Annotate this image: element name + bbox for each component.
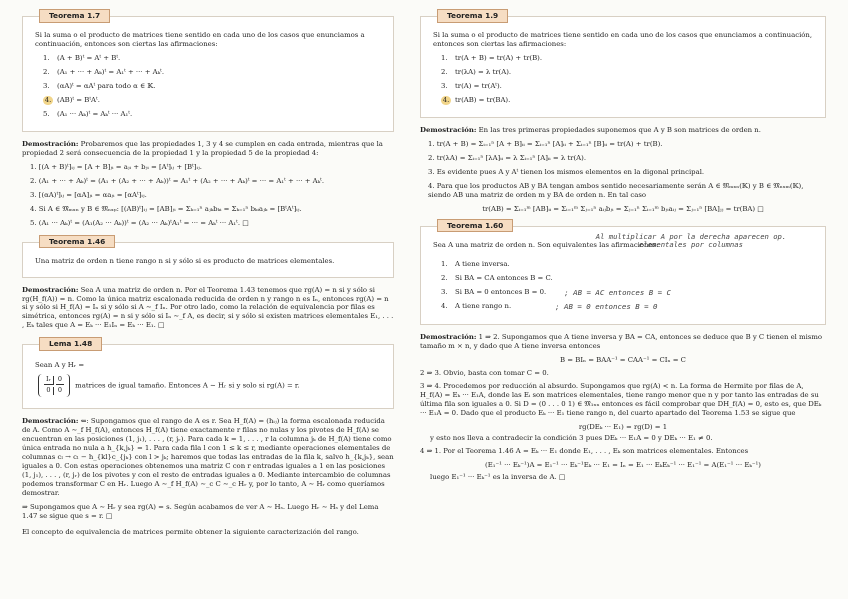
theorem-1-46-text: Una matriz de orden n tiene rango n si y sólo si es producto de matrices elementales.	[35, 256, 335, 265]
block-matrix: Iᵣ 0 0 0	[38, 374, 70, 397]
list-item: 3. Si BA = 0 entonces B = 0. ; AB = AC entonces B = C	[441, 287, 672, 297]
theorem-1-9-label: Teorema 1.9	[437, 9, 508, 23]
theorem-1-9-box	[420, 11, 826, 118]
list-item-highlighted: 4. tr(AB) = tr(BA).	[442, 95, 511, 104]
theorem-1-60-box	[420, 220, 826, 325]
proof-1-9-list	[420, 140, 826, 200]
list-item: 1. A tiene inversa.	[441, 259, 510, 268]
highlight-mark: 4.	[44, 95, 52, 104]
proof-1-9: Demostración: En las tres primeras propiedades suponemos que A y B son matrices de orden n. 1. tr(A + B) = Σᵢ₌₁ⁿ [A + B]ᵢᵢ = Σᵢ₌₁ⁿ [A]ᵢᵢ + Σᵢ₌₁ⁿ [B]ᵢᵢ = tr(A) + tr(B). 2. tr(λA) = Σᵢ₌₁ⁿ [λA]ᵢᵢ = λ Σᵢ₌₁ⁿ [A]ᵢᵢ = λ tr(A). 3. Es evidente pues A y Aᵗ tienen los mismos elementos en la digonal principal. 4. Para que los productos AB y BA tengan ambos sentido necesariamente serán A ∈ 𝔐ₘₓₙ(𝕂) y B ∈ 𝔐ₙₓₘ(𝕂), siendo AB una matriz de orden m y BA de orden n. En tal caso tr(AB) = Σᵢ₌₁ᵐ [AB]ᵢᵢ = Σᵢ₌₁ᵐ Σⱼ₌₁ⁿ aᵢⱼbⱼᵢ = Σⱼ₌₁ⁿ Σᵢ₌₁ᵐ bⱼᵢaᵢⱼ = Σⱼ₌₁ⁿ [BA]ⱼⱼ = tr(BA) □	[420, 126, 826, 214]
list-item: 2. Si BA = CA entonces B = C.	[441, 273, 553, 282]
theorem-1-7-list	[35, 54, 383, 119]
proof-1-60: Demostración: 1 ⇒ 2. Supongamos que A tiene inversa y BA = CA, entonces se deduce que B y C tienen el mismo tamaño m × n, y dado que A tiene inversa entonces B = BIₙ = BAA⁻¹ = CAA⁻¹ = CIₙ = C 2 ⇒ 3. Obvio, basta con tomar C = 0. 3 ⇒ 4. Procedemos por reducción al absurdo. Supongamos que rg(A) < n. La forma de Hermite por filas de A, H_f(A) = Eₖ ··· E₁A, donde las Eᵢ son matrices elementales, tiene rango menor que n y por tanto las entradas de su última fila son iguales a 0. Si D = (0 . . . 0 1) ∈ 𝔐₁ₓₙ entonces es fácil comprobar que DH_f(A) = 0, esto es, que DEₖ ··· E₁A = 0. Dado que el producto Eₖ ··· E₁ tiene rango n, del cuarto apartado del Teorema 1.53 se sigue que rg(DEₖ ··· E₁) = rg(D) = 1 y esto nos lleva a contradecir la condición 3 pues DEₖ ··· E₁A = 0 y DEₖ ··· E₁ ≠ 0. 4 ⇒ 1. Por el Teorema 1.46 A = Eₖ ··· E₁ donde E₁, . . . , Eₖ son matrices elementales. Entonces (E₁⁻¹ ··· Eₖ⁻¹)A = E₁⁻¹ ··· Eₖ⁻¹Eₖ ··· E₁ = Iₙ = E₁ ··· EₖEₖ⁻¹ ··· E₁⁻¹ = A(E₁⁻¹ ··· Eₖ⁻¹) luego E₁⁻¹ ··· Eₖ⁻¹ es la inversa de A. □	[420, 332, 822, 482]
theorem-1-60-intro: Sea A una matriz de orden n. Son equivalentes las afirmaciones:	[433, 240, 659, 249]
theorem-1-60-label: Teorema 1.60	[437, 219, 513, 233]
list-item: 4. Si A ∈ 𝔐ₘₓₙ y B ∈ 𝔐ₙₓₚ: [(AB)ᵗ]ᵢⱼ = [AB]ⱼᵢ = Σₖ₌₁ⁿ aⱼₖbₖᵢ = Σₖ₌₁ⁿ bₖᵢaⱼₖ = [BᵗAᵗ]ᵢⱼ.	[30, 204, 302, 213]
list-item: 5. (A₁ ··· Aₖ)ᵗ = Aₖᵗ ··· A₁ᵗ.	[43, 109, 133, 118]
list-item: 4. A tiene rango n. ; AB = 0 entonces B = 0	[441, 302, 658, 312]
theorem-1-9-list	[433, 54, 815, 105]
theorem-1-7-intro: Si la suma o el producto de matrices tiene sentido en cada uno de los casos que enunciamos a continuación, entonces son ciertas las afirmaciones:	[35, 31, 365, 48]
handwritten-note: Al multiplicar A por la derecha aparecen op. elementales por columnas	[595, 231, 787, 249]
proof-1-7-list	[22, 163, 394, 228]
list-item: 3. [(αA)ᵗ]ᵢⱼ = [αA]ⱼᵢ = αaⱼᵢ = [αAᵗ]ᵢⱼ.	[30, 190, 147, 199]
list-item: 4. Para que los productos AB y BA tengan ambos sentido necesariamente serán A ∈ 𝔐ₘₓₙ(𝕂) y B ∈ 𝔐ₙₓₘ(𝕂), siendo AB una matriz de orden m y BA de orden n. En tal caso	[428, 181, 804, 199]
handwritten-note: ; AB = 0 entonces B = 0	[555, 302, 658, 312]
theorem-1-60-list	[433, 260, 815, 312]
proof-1-46: Demostración: Sea A una matriz de orden n. Por el Teorema 1.43 tenemos que rg(A) = n si y sólo si rg(H_f(A)) = n. Como la única matriz escalonada reducida de orden n y rango n es Iₙ, entonces rg(A) = n si y sólo si H_f(A) = Iₙ si y sólo si A ∼_f Iₙ. Por otro lado, como la relación de equivalencia por filas es simétrica, entonces rg(A) = n si y sólo si Iₙ ∼_f A, es decir, si y sólo si existen matrices elementales E₁, . . . , Eₖ tales que A = Eₖ ··· E₁Iₙ = Eₖ ··· E₁. □	[22, 285, 394, 330]
theorem-1-9-intro: Si la suma o el producto de matrices tiene sentido en cada uno de los casos que enunciamos a continuación, entonces son ciertas las afirmaciones:	[433, 31, 813, 48]
proof-1-7: Demostración: Probaremos que las propiedades 1, 3 y 4 se cumplen en cada entrada, mientras que la propiedad 2 será consecuencia de la propiedad 1 y la propiedad 5 de la propiedad 4: 1. [(A + B)ᵗ]ᵢⱼ = [A + B]ⱼᵢ = aⱼᵢ + bⱼᵢ = [Aᵗ]ᵢⱼ + [Bᵗ]ᵢⱼ. 2. (A₁ + ··· + Aₖ)ᵗ = (A₁ + (A₂ + ··· + Aₖ))ᵗ = A₁ᵗ + (A₂ + ··· + Aₖ)ᵗ = ··· = A₁ᵗ + ··· + Aₖᵗ. 3. [(αA)ᵗ]ᵢⱼ = [αA]ⱼᵢ = αaⱼᵢ = [αAᵗ]ᵢⱼ. 4. Si A ∈ 𝔐ₘₓₙ y B ∈ 𝔐ₙₓₚ: [(AB)ᵗ]ᵢⱼ = [AB]ⱼᵢ = Σₖ₌₁ⁿ aⱼₖbₖᵢ = Σₖ₌₁ⁿ bₖᵢaⱼₖ = [BᵗAᵗ]ᵢⱼ. 5. (A₁ ··· Aₖ)ᵗ = (A₁(A₂ ··· Aₖ))ᵗ = (A₂ ··· Aₖ)ᵗA₁ᵗ = ··· = Aₖᵗ ··· A₁ᵗ. □	[22, 140, 394, 228]
list-item: 1. [(A + B)ᵗ]ᵢⱼ = [A + B]ⱼᵢ = aⱼᵢ + bⱼᵢ = [Aᵗ]ᵢⱼ + [Bᵗ]ᵢⱼ.	[30, 162, 202, 171]
trace-formula: tr(AB) = Σᵢ₌₁ᵐ [AB]ᵢᵢ = Σᵢ₌₁ᵐ Σⱼ₌₁ⁿ aᵢⱼbⱼᵢ = Σⱼ₌₁ⁿ Σᵢ₌₁ᵐ bⱼᵢaᵢⱼ = Σⱼ₌₁ⁿ [BA]ⱼⱼ = tr(BA) □	[482, 204, 764, 213]
handwritten-note: ; AB = AC entonces B = C	[564, 287, 672, 297]
theorem-1-46-label: Teorema 1.46	[39, 235, 115, 249]
right-column	[420, 8, 826, 485]
lemma-1-48-box: Lema 1.48 Sean A y Hᵣ = Iᵣ 0 0 0 matrices de igual tamaño. Entonces A ∼ Hᵣ si y solo si rg(A) = r.	[22, 344, 394, 409]
list-item: 3. tr(A) = tr(Aᵗ).	[441, 81, 502, 90]
list-item: 1. (A + B)ᵗ = Aᵗ + Bᵗ.	[43, 53, 121, 62]
list-item: 1. tr(A + B) = Σᵢ₌₁ⁿ [A + B]ᵢᵢ = Σᵢ₌₁ⁿ [A]ᵢᵢ + Σᵢ₌₁ⁿ [B]ᵢᵢ = tr(A) + tr(B).	[428, 139, 663, 148]
theorem-1-7-box	[22, 11, 394, 132]
list-item: 1. tr(A + B) = tr(A) + tr(B).	[441, 53, 543, 62]
theorem-1-7-label: Teorema 1.7	[39, 9, 110, 23]
list-item: 3. (αA)ᵗ = αAᵗ para todo α ∈ 𝕂.	[43, 81, 156, 90]
list-item: 3. Es evidente pues A y Aᵗ tienen los mismos elementos en la digonal principal.	[428, 167, 705, 176]
highlight-mark: 4.	[442, 95, 450, 104]
left-column	[22, 8, 394, 540]
list-item: 5. (A₁ ··· Aₖ)ᵗ = (A₁(A₂ ··· Aₖ))ᵗ = (A₂ ··· Aₖ)ᵗA₁ᵗ = ··· = Aₖᵗ ··· A₁ᵗ. □	[30, 218, 249, 227]
proof-1-48: Demostración: ⇐: Supongamos que el rango de A es r. Sea H_f(A) = (hᵢⱼ) la forma escalonada reducida de A. Como A ∼_f H_f(A), entonces H_f(A) tiene exactamente r filas no nulas y los pivotes de H_f(A) se encuentran en las posiciones (1, j₁), . . . , (r, jᵣ). Para cada k = 1, . . . , r la columna jₖ de H_f(A) tiene como única entrada no nula a h_{k,jₖ} = 1. Para cada fila l con 1 ≤ k ≤ r, mediante operaciones elementales de columnas cₗ → cₗ − h_{kl}c_{jₖ} con l > jₖ; haremos que todas las entradas de la fila k, salvo h_{k,jₖ}, sean iguales a 0. Con estas operaciones obtenemos una matriz C con r entradas iguales a 1 en las posiciones (1, j₁), . . . , (r, jᵣ) de los pivotes y con el resto de entradas iguales a 0. Mediante intercambio de columnas podemos transformar C en Hᵣ. Luego A ∼_f H_f(A) ∼_c C ∼_c Hᵣ y, por lo tanto, A ∼ Hᵣ como queríamos demostrar. ⇒ Supongamos que A ∼ Hᵣ y sea rg(A) = s. Según acabamos de ver A ∼ Hₛ. Luego Hᵣ ∼ Hₛ y del Lema 1.47 se sigue que s = r. □ El concepto de equivalencia de matrices permite obtener la siguiente caracterización del rango.	[22, 416, 394, 536]
list-item: 2. tr(λA) = Σᵢ₌₁ⁿ [λA]ᵢᵢ = λ Σᵢ₌₁ⁿ [A]ᵢᵢ = λ tr(A).	[428, 153, 587, 162]
list-item-highlighted: 4. (AB)ᵗ = BᵗAᵗ.	[44, 95, 100, 104]
list-item: 2. (A₁ + ··· + Aₖ)ᵗ = (A₁ + (A₂ + ··· + Aₖ))ᵗ = A₁ᵗ + (A₂ + ··· + Aₖ)ᵗ = ··· = A₁ᵗ + ··· + Aₖᵗ.	[30, 176, 325, 185]
theorem-1-46-box	[22, 236, 394, 278]
lemma-1-48-label: Lema 1.48	[39, 337, 102, 351]
list-item: 2. (A₁ + ··· + Aₖ)ᵗ = A₁ᵗ + ··· + Aₖᵗ.	[43, 67, 165, 76]
list-item: 2. tr(λA) = λ tr(A).	[441, 67, 512, 76]
